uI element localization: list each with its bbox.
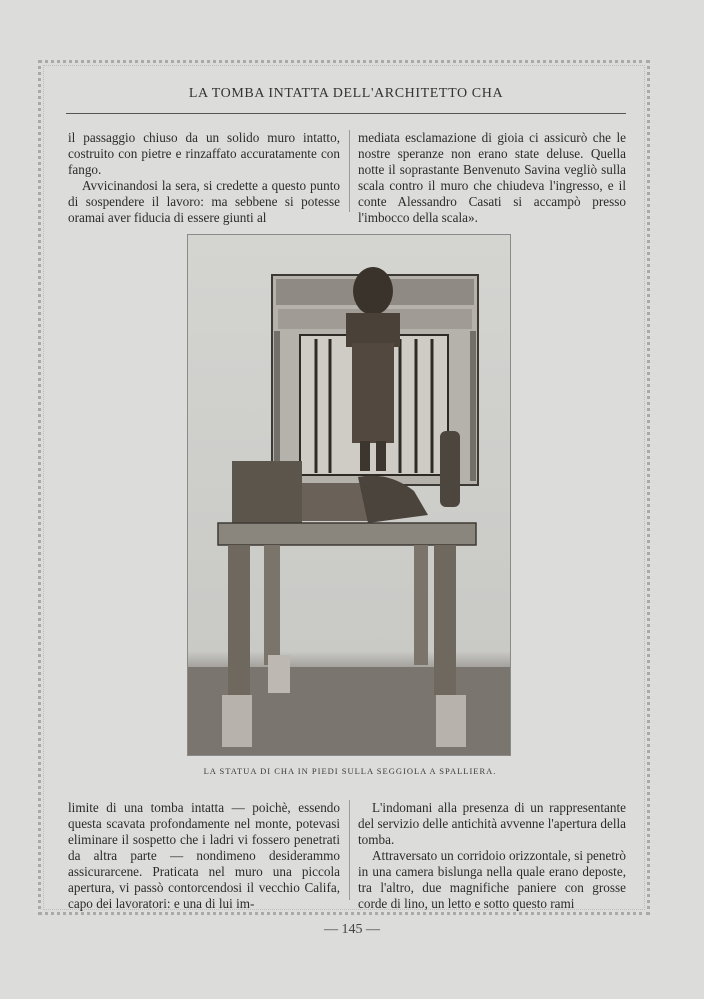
running-header: LA TOMBA INTATTA DELL'ARCHITETTO CHA <box>188 86 504 101</box>
column-divider <box>349 130 350 212</box>
figure-caption: LA STATUA DI CHA IN PIEDI SULLA SEGGIOLA A SPALLIERA. <box>203 766 497 776</box>
text-column-bottom-left <box>68 800 340 912</box>
paragraph: L'indomani alla presenza di un rappresentante del servizio delle antichità avvenne l'apertura della tomba. <box>358 800 626 847</box>
paragraph: mediata esclamazione di gioia ci assicurò che le nostre speranze non erano state deluse. Quella notte il soprastante Benvenuto Savina vegliò sulla scala contro il muro che chiudeva l'ingresso, e il conte Alessandro Casati si accampò presso l'imbocco della scala». <box>358 130 626 225</box>
paragraph: limite di una tomba intatta — poichè, essendo questa scavata profondamente nel monte, potevasi eliminare il sospetto che i ladri vi fossero penetrati da altra parte — nondimeno desiderammo assicurarcene. Praticata nel muro una piccola apertura, vi passò contorcendosi il vecchio Califa, capo dei lavoratori: e una di lui im- <box>68 800 340 911</box>
statue-chair-photo-illustration <box>188 235 510 755</box>
paragraph: Avvicinandosi la sera, si credette a questo punto di sospendere il lavoro: ma sebbene si potesse oramai aver fiducia di essere giunti al <box>68 178 340 225</box>
page-number: — 145 — <box>324 922 380 937</box>
text-column-bottom-right <box>358 800 626 912</box>
photograph-statue-on-chair <box>187 234 511 756</box>
text-column-top-right <box>358 130 626 226</box>
paragraph: Attraversato un corridoio orizzontale, si penetrò in una camera bislunga nella quale erano deposte, tra l'altro, due magnifiche paniere con grosse corde di lino, un letto e sotto questo rami <box>358 848 626 911</box>
text-column-top-left <box>68 130 340 226</box>
paragraph: il passaggio chiuso da un solido muro intatto, costruito con pietre e rinzaffato accuratamente con fango. <box>68 130 340 177</box>
header-rule <box>66 113 626 114</box>
column-divider <box>349 800 350 900</box>
